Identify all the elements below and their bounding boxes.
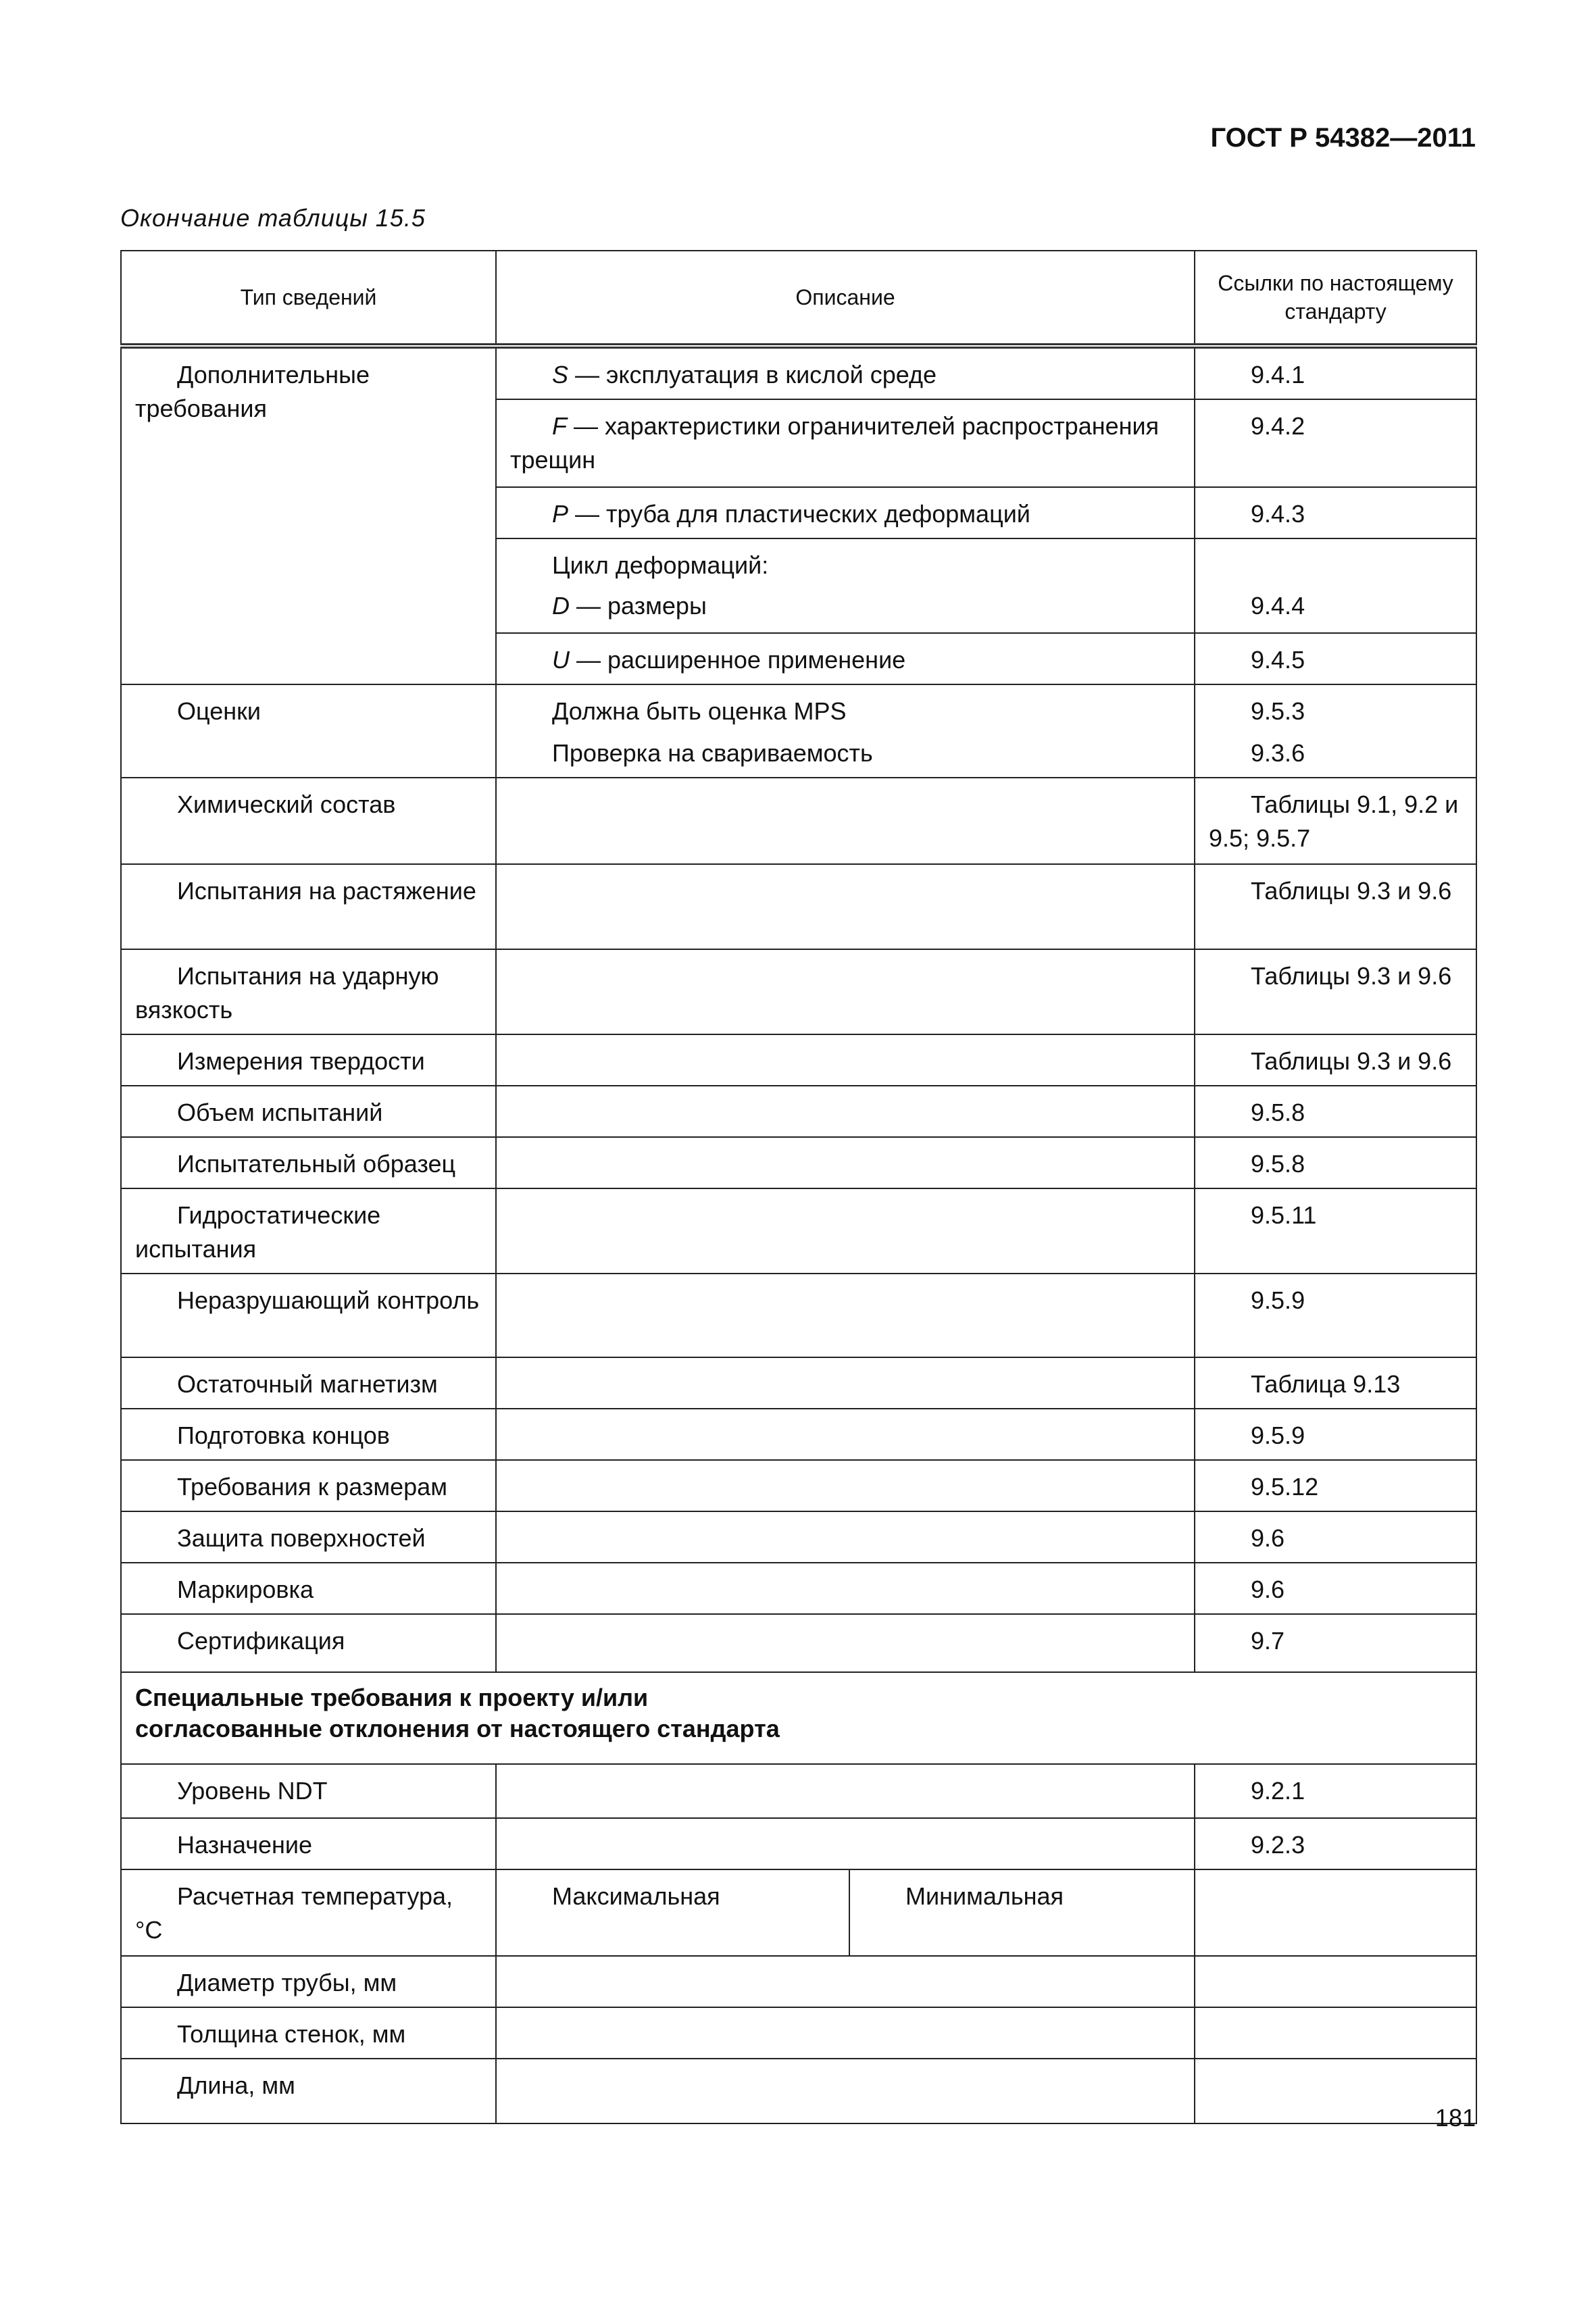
reference-cell: [1195, 1956, 1476, 2007]
reference-cell: 9.6: [1195, 1563, 1476, 1614]
reference-cell: 9.5.12: [1195, 1460, 1476, 1511]
reference-cell: 9.5.8: [1195, 1086, 1476, 1137]
description-cell: [496, 1137, 1195, 1188]
description-cell: [496, 633, 1195, 684]
description-cell: [496, 1034, 1195, 1086]
reference-cell: 9.4.1: [1195, 346, 1476, 399]
description-cell: [496, 1614, 1195, 1672]
reference-value: 9.5.3: [1251, 697, 1305, 725]
deformation-cycle-intro: Цикл деформаций:: [552, 551, 769, 579]
description-cell: [496, 1086, 1195, 1137]
description-cell: [496, 1818, 1195, 1869]
special-requirements-heading: [121, 1672, 1476, 1764]
description-cell: [496, 1188, 1195, 1274]
reference-value: 9.3.6: [1251, 739, 1305, 767]
table-row: [121, 1137, 1476, 1188]
table-row: [121, 1956, 1476, 2007]
max-temperature-cell: Максимальная: [496, 1869, 849, 1956]
description-cell: [496, 2007, 1195, 2059]
table-row: [121, 1563, 1476, 1614]
description-cell: [496, 1460, 1195, 1511]
reference-cell: 9.4.3: [1195, 487, 1476, 538]
reference-cell: 9.5.11: [1195, 1188, 1476, 1274]
description-cell: [496, 1274, 1195, 1357]
table-row: [121, 1869, 1476, 1956]
table-row: [121, 346, 1476, 399]
reference-cell: [1195, 2007, 1476, 2059]
row-type-label: Объем испытаний: [121, 1086, 496, 1137]
row-type-label: Испытания на растяжение: [121, 864, 496, 949]
reference-cell: Таблицы 9.3 и 9.6: [1195, 864, 1476, 949]
table-header-row: [121, 251, 1476, 346]
letter-code: P: [552, 500, 569, 528]
row-type-label: Подготовка концов: [121, 1409, 496, 1460]
reference-cell: 9.2.3: [1195, 1818, 1476, 1869]
description-text: — характеристики ограничителей распространения трещин: [510, 412, 1159, 474]
description-line: Проверка на свариваемость: [552, 739, 873, 767]
special-heading-line-1: Специальные требования к проекту и/или: [135, 1684, 649, 1711]
reference-cell: 9.2.1: [1195, 1764, 1476, 1818]
table-row: [121, 2059, 1476, 2123]
table-row: [121, 949, 1476, 1034]
description-cell: [496, 1563, 1195, 1614]
description-cell: [496, 399, 1195, 487]
description-cell: [496, 778, 1195, 864]
description-text: — расширенное применение: [570, 646, 906, 674]
column-header-type: Тип сведений: [121, 251, 496, 346]
letter-code: F: [552, 412, 567, 440]
row-type-label: Маркировка: [121, 1563, 496, 1614]
letter-code: D: [552, 592, 570, 620]
reference-cell: [1195, 684, 1476, 778]
table-row: [121, 1188, 1476, 1274]
row-type-label: Требования к размерам: [121, 1460, 496, 1511]
row-type-label: Уровень NDT: [121, 1764, 496, 1818]
row-type-label: Длина, мм: [121, 2059, 496, 2123]
description-text: — эксплуатация в кислой среде: [568, 361, 937, 388]
table-caption: Окончание таблицы 15.5: [120, 204, 426, 232]
row-type-label: Остаточный магнетизм: [121, 1357, 496, 1409]
reference-value: 9.4.4: [1251, 592, 1305, 620]
reference-cell: 9.7: [1195, 1614, 1476, 1672]
description-cell: [496, 1764, 1195, 1818]
section-header-row: [121, 1672, 1476, 1764]
table-row: [121, 1034, 1476, 1086]
document-code: ГОСТ Р 54382—2011: [1210, 123, 1476, 153]
description-text: — труба для пластических деформаций: [568, 500, 1030, 528]
description-cell: [496, 538, 1195, 633]
reference-cell: 9.5.9: [1195, 1274, 1476, 1357]
table-row: [121, 2007, 1476, 2059]
reference-cell: Таблица 9.13: [1195, 1357, 1476, 1409]
reference-cell: [1195, 538, 1476, 633]
special-heading-line-2: согласованные отклонения от настоящего стандарта: [135, 1715, 780, 1742]
row-type-label: Неразрушающий контроль: [121, 1274, 496, 1357]
row-type-label: Оценки: [121, 684, 496, 778]
column-header-references: Ссылки по настоящему стандарту: [1195, 251, 1476, 346]
description-text: — размеры: [570, 592, 707, 620]
table-row: [121, 1086, 1476, 1137]
letter-code: U: [552, 646, 570, 674]
table-row: [121, 1460, 1476, 1511]
description-line: [510, 589, 1180, 623]
reference-cell: Таблицы 9.3 и 9.6: [1195, 949, 1476, 1034]
row-type-label: Сертификация: [121, 1614, 496, 1672]
reference-cell: [1195, 1869, 1476, 1956]
row-type-label: Испытания на ударную вязкость: [121, 949, 496, 1034]
row-type-label: Диаметр трубы, мм: [121, 1956, 496, 2007]
description-cell: [496, 684, 1195, 778]
row-type-label: Химический состав: [121, 778, 496, 864]
requirements-table: [120, 250, 1477, 2124]
row-type-label: Назначение: [121, 1818, 496, 1869]
reference-cell: 9.5.8: [1195, 1137, 1476, 1188]
table-row: [121, 1818, 1476, 1869]
row-type-label: Дополнительные требования: [121, 346, 496, 684]
description-cell: [496, 1409, 1195, 1460]
reference-cell: 9.6: [1195, 1511, 1476, 1563]
reference-cell: [1195, 2059, 1476, 2123]
row-type-label: Гидростатические испытания: [121, 1188, 496, 1274]
table-row: [121, 1511, 1476, 1563]
description-cell: [496, 1357, 1195, 1409]
table-row: [121, 684, 1476, 778]
description-cell: [496, 346, 1195, 399]
page-number: 181: [1435, 2104, 1476, 2132]
table-row: [121, 1274, 1476, 1357]
table-row: [121, 1357, 1476, 1409]
reference-cell: 9.4.5: [1195, 633, 1476, 684]
description-line: Должна быть оценка MPS: [552, 697, 847, 725]
description-cell: [496, 1956, 1195, 2007]
reference-cell: 9.5.9: [1195, 1409, 1476, 1460]
description-cell: [496, 864, 1195, 949]
table-row: [121, 778, 1476, 864]
reference-cell: Таблицы 9.3 и 9.6: [1195, 1034, 1476, 1086]
row-type-label: Защита поверхностей: [121, 1511, 496, 1563]
description-cell: [496, 2059, 1195, 2123]
min-temperature-cell: Минимальная: [849, 1869, 1195, 1956]
table-row: [121, 1614, 1476, 1672]
row-type-label: Испытательный образец: [121, 1137, 496, 1188]
row-type-label: Расчетная температура, °С: [121, 1869, 496, 1956]
row-type-label: Толщина стенок, мм: [121, 2007, 496, 2059]
table-row: [121, 1409, 1476, 1460]
reference-cell: Таблицы 9.1, 9.2 и 9.5; 9.5.7: [1195, 778, 1476, 864]
description-cell: [496, 949, 1195, 1034]
row-type-label: Измерения твердости: [121, 1034, 496, 1086]
column-header-description: Описание: [496, 251, 1195, 346]
table-row: [121, 1764, 1476, 1818]
description-cell: [496, 487, 1195, 538]
reference-cell: 9.4.2: [1195, 399, 1476, 487]
table-row: [121, 864, 1476, 949]
description-cell: [496, 1511, 1195, 1563]
letter-code: S: [552, 361, 569, 388]
